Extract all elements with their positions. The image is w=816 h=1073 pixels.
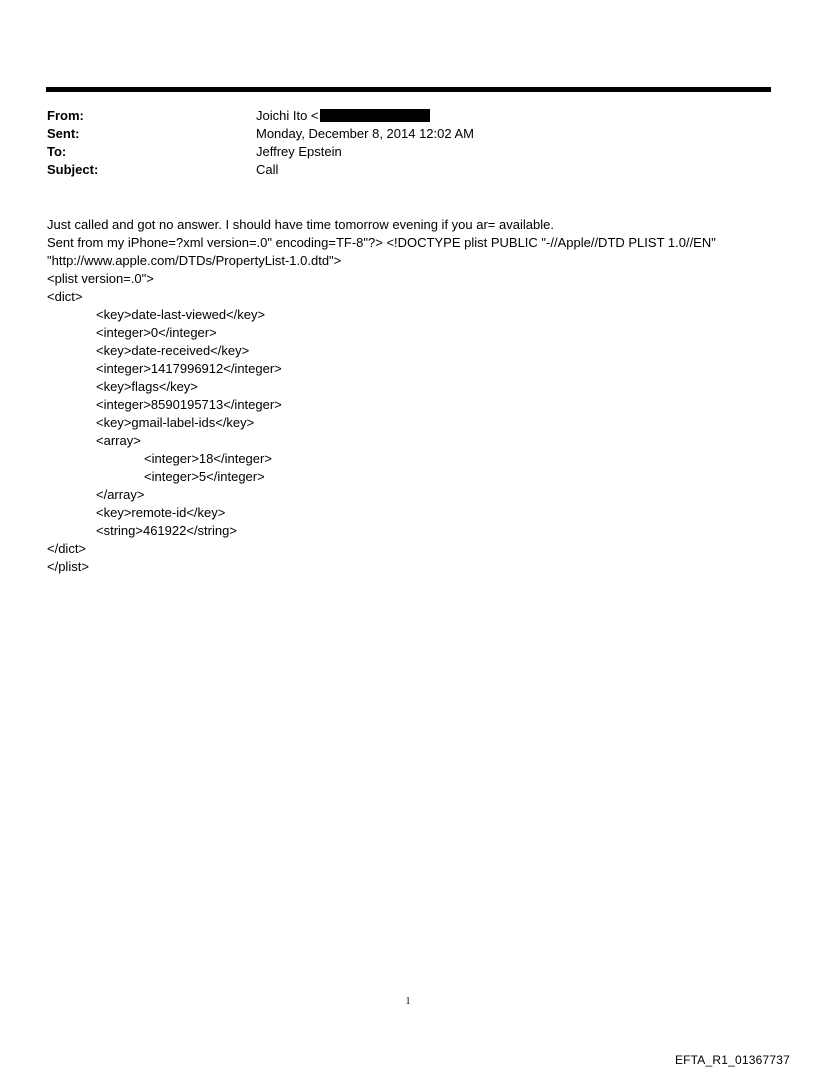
header-rule (46, 87, 771, 92)
body-line: <integer>1417996912</integer> (96, 361, 282, 376)
from-text: Joichi Ito < (256, 108, 319, 123)
to-row (47, 143, 474, 161)
page-number: 1 (405, 996, 411, 1007)
email-header (47, 107, 474, 179)
body-line: <string>461922</string> (96, 523, 237, 538)
body-line: <key>date-last-viewed</key> (96, 307, 266, 322)
to-value: Jeffrey Epstein (256, 144, 342, 159)
body-line: <integer>5</integer> (144, 469, 265, 484)
subject-row (47, 161, 474, 179)
subject-label: Subject: (47, 162, 99, 177)
body-line: </plist> (47, 559, 89, 574)
subject-value: Call (256, 162, 279, 177)
body-line: <key>date-received</key> (96, 343, 250, 358)
body-line: "http://www.apple.com/DTDs/PropertyList-1.0.dtd"> (47, 253, 342, 268)
to-label: To: (47, 144, 67, 159)
body-line: <key>flags</key> (96, 379, 198, 394)
bates-number: EFTA_R1_01367737 (674, 1053, 790, 1067)
body-line: <integer>18</integer> (144, 451, 272, 466)
body-line: Just called and got no answer. I should have time tomorrow evening if you ar= available. (47, 217, 554, 232)
body-line: </array> (96, 487, 145, 502)
body-line: </dict> (47, 541, 87, 556)
redaction-block (320, 109, 430, 122)
body-line: <key>remote-id</key> (96, 505, 226, 520)
sent-value: Monday, December 8, 2014 12:02 AM (256, 126, 474, 141)
sent-label: Sent: (47, 126, 80, 141)
from-row (47, 107, 474, 125)
from-label: From: (47, 108, 84, 123)
body-line: <plist version=.0"> (47, 271, 154, 286)
email-body (47, 216, 767, 576)
body-line: <array> (96, 433, 141, 448)
sent-row (47, 125, 474, 143)
body-line: <integer>8590195713</integer> (96, 397, 282, 412)
body-line: Sent from my iPhone=?xml version=.0" encoding=TF-8"?> <!DOCTYPE plist PUBLIC "-//Apple//DTD PLIST 1.0//EN" (47, 235, 716, 250)
body-line: <dict> (47, 289, 83, 304)
from-value (256, 107, 430, 125)
body-line: <integer>0</integer> (96, 325, 217, 340)
body-line: <key>gmail-label-ids</key> (96, 415, 255, 430)
